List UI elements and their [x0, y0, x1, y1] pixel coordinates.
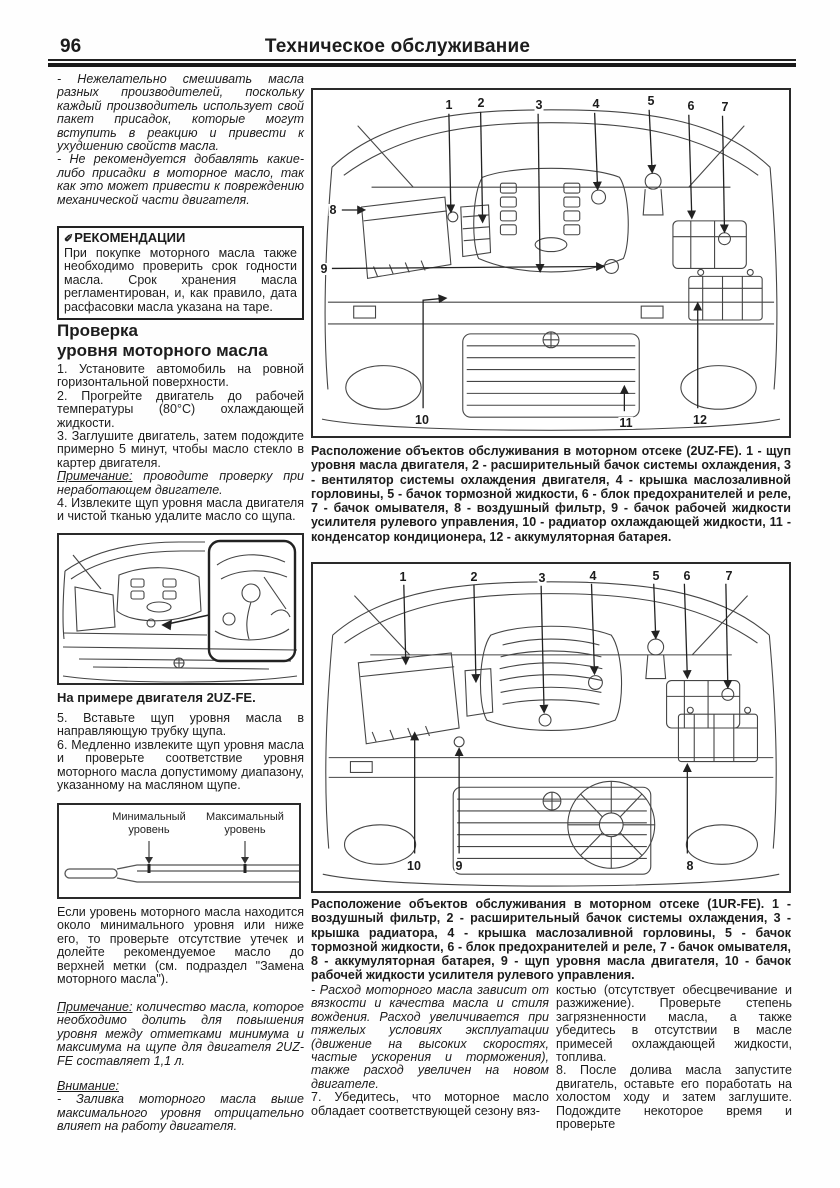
warning-text: - Заливка моторного масла выше максимального уровня отрицательно влияет на работу двигателя.: [57, 1092, 304, 1134]
callout-9: 9: [455, 859, 463, 873]
dipstick-min-label-line1: Минимальный: [112, 811, 186, 823]
engine-diagram-1urfe-drawing: [313, 564, 789, 891]
callout-1: 1: [399, 570, 407, 584]
illustration-caption: На примере двигателя 2UZ-FE.: [57, 690, 256, 705]
callout-6: 6: [683, 569, 691, 583]
recommendations-title-text: РЕКОМЕНДАЦИИ: [74, 230, 186, 245]
callout-1: 1: [445, 98, 453, 112]
callout-9: 9: [320, 262, 328, 276]
header-rule-thin: [48, 59, 796, 61]
section-heading: [57, 321, 304, 361]
steps-5-6: [57, 712, 304, 792]
steps-1-4: [57, 363, 304, 524]
step-1: 1. Установите автомобиль на ровной горизонтальной поверхности.: [57, 362, 304, 390]
level-paragraph: [57, 906, 304, 986]
diagram2-caption: Расположение объектов обслуживания в моторном отсеке (1UR-FE). 1 - воздушный фильтр, 2 - расширительный бачок системы охлаждения, 3 - крышка радиатора, 4 - крышка маслозаливной горловины, 5 - бачок тормозной жидкости, 6 - блок предохранителей и реле, 7 - бачок омывателя, 8 - аккумуляторная батарея, 9 - щуп уровня масла двигателя, 10 - бачок рабочей жидкости усилителя рулевого управления.: [311, 897, 791, 983]
callout-4: 4: [589, 569, 597, 583]
warning-label: Внимание:: [57, 1079, 119, 1093]
dipstick-drawing: [59, 805, 299, 897]
level-paragraph-text: Если уровень моторного масла находится около минимального уровня или ниже его, то проверьте отсутствие утечек и долейте рекомендуемое масло до верхней метки (см. подраздел "Замена моторного масла").: [57, 905, 304, 987]
diagram1-caption: Расположение объектов обслуживания в моторном отсеке (2UZ-FE). 1 - щуп уровня масла двигателя, 2 - расширительный бачок системы охлаждения, 3 - вентилятор системы охлаждения двигателя, 4 - крышка маслозаливной горловины, 5 - бачок тормозной жидкости, 6 - блок предохранителей и реле, 7 - бачок омывателя, 8 - воздушный фильтр, 9 - бачок рабочей жидкости усилителя рулевого управления, 10 - радиатор охлаждающей жидкости, 11 - конденсатор кондиционера, 12 - аккумуляторная батарея.: [311, 444, 791, 544]
step-4: 4. Извлеките щуп уровня масла двигателя и чистой тканью удалите масло со щупа.: [57, 496, 304, 524]
engine-diagram-2uzfe: [311, 88, 791, 438]
note-icon: ✐: [64, 233, 74, 245]
section-heading-line2: уровня моторного масла: [57, 341, 268, 360]
note-1-text: проводите проверку при неработающем двигателе.: [57, 469, 304, 497]
warning-block: [57, 1080, 304, 1134]
recommendations-body: При покупке моторного масла также необходимо проверить срок годности масла. Срок хранения масла регламентирован, и, как правило, дата расфасовки масла указана на таре.: [64, 246, 297, 314]
section-heading-line1: Проверка: [57, 321, 139, 340]
intro-note-1: - Нежелательно смешивать масла разных производителей, поскольку каждый производитель использует свой пакет присадок, которые могут вступить в реакцию и привести к ухудшению свойств масла.: [57, 72, 304, 154]
note-1: [57, 470, 304, 497]
callout-8: 8: [686, 859, 694, 873]
intro-notes: [57, 73, 304, 207]
engine-diagram-2uzfe-drawing: [313, 90, 789, 436]
callout-4: 4: [592, 97, 600, 111]
note-2-text: количество масла, которое необходимо долить для повышения уровня между отметками минимума и максимума на щупе для двигателя 2UZ-FE составляет 1,1 л.: [57, 1000, 304, 1068]
bottom-right-column: [556, 984, 792, 1131]
intro-note-2: - Не рекомендуется добавлять какие-либо присадки в моторное масло, так как это может привести к повреждению механической части двигателя.: [57, 152, 304, 207]
callout-11: 11: [619, 416, 633, 430]
dipstick-max-label-line1: Максимальный: [206, 811, 284, 823]
note-1-label: Примечание:: [57, 469, 133, 484]
note-2-label: Примечание:: [57, 1000, 133, 1014]
dipstick-max-label-line2: уровень: [224, 823, 266, 836]
callout-5: 5: [652, 569, 660, 583]
step-7: 7. Убедитесь, что моторное масло обладает соответствующей сезону вяз-: [311, 1090, 549, 1118]
step-8: 8. После долива масла запустите двигатель, оставьте его поработать на холостом ходу и затем заглушите. Подождите некоторое время и проверьте: [556, 1063, 792, 1132]
page-title: Техническое обслуживание: [264, 36, 531, 57]
callout-2: 2: [477, 96, 485, 110]
callout-12: 12: [693, 413, 707, 427]
callout-3: 3: [535, 98, 543, 112]
callout-3: 3: [538, 571, 546, 585]
engine-bay-drawing: [59, 535, 302, 683]
callout-2: 2: [470, 570, 478, 584]
callout-10: 10: [415, 413, 429, 427]
callout-7: 7: [721, 100, 729, 114]
bottom-mid-column: [311, 984, 549, 1118]
step-2: 2. Прогрейте двигатель до рабочей температуры (80°С) охлаждающей жидкости.: [57, 388, 304, 430]
step-5: 5. Вставьте щуп уровня масла в направляющую трубку щупа.: [57, 711, 304, 739]
step-7-continuation: костью (отсутствует обесцвечивание и разжижение). Проверьте степень загрязненности масла, а также убедитесь в отсутствии в масле примесей охлаждающей жидкости, топлива.: [556, 983, 792, 1065]
callout-8: 8: [329, 203, 337, 217]
step-3: 3. Заглушите двигатель, затем подождите примерно 5 минут, чтобы масло стекло в картер двигателя.: [57, 429, 304, 470]
dipstick-min-label-line2: уровень: [128, 823, 170, 836]
note-2: [57, 1001, 304, 1068]
page-number: 96: [60, 36, 82, 57]
oil-consumption-note: - Расход моторного масла зависит от вязкости и качества масла и стиля вождения. Расход увеличивается при тяжелых условиях эксплуатации (движение на высоких скоростях, частые ускорения и торможения), также расход увеличен на новом двигателе.: [311, 983, 549, 1091]
callout-5: 5: [647, 94, 655, 108]
callout-6: 6: [687, 99, 695, 113]
recommendations-box: [57, 226, 304, 320]
engine-diagram-1urfe: [311, 562, 791, 893]
callout-10: 10: [407, 859, 421, 873]
dipstick-diagram: [57, 803, 301, 899]
callout-7: 7: [725, 569, 733, 583]
step-6: 6. Медленно извлеките щуп уровня масла и проверьте соответствие уровня моторного масла допустимому диапазону, указанному на масляном щупе.: [57, 737, 304, 793]
recommendations-title: [64, 230, 297, 247]
header-rule-thick: [48, 63, 796, 67]
engine-bay-illustration: [57, 533, 304, 685]
